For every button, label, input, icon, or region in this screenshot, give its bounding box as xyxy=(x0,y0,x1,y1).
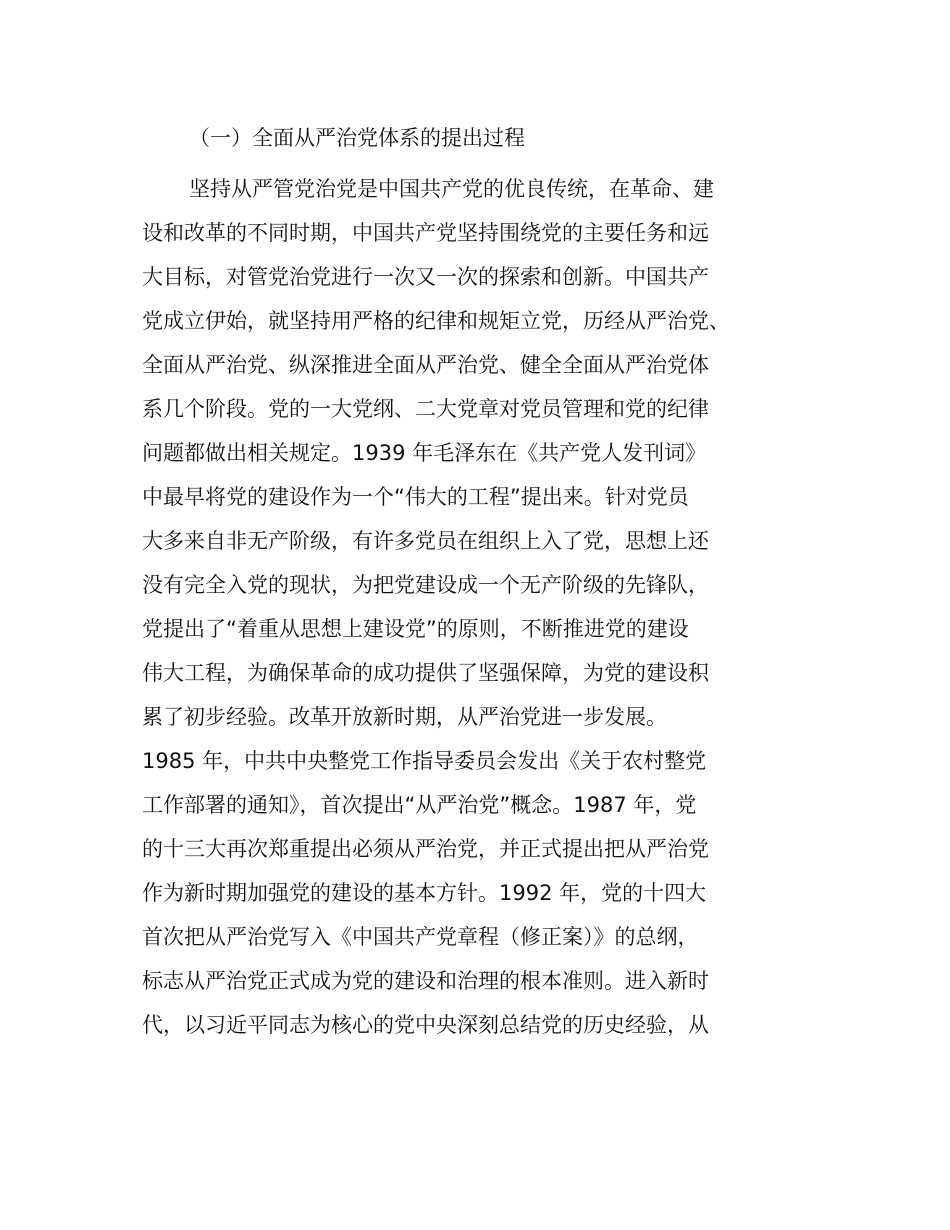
paragraph-line-8: 中最早将党的建设作为一个“伟大的工程”提出来。针对党员 xyxy=(142,485,689,509)
paragraph-line-6: 系几个阶段。党的一大党纲、二大党章对党员管理和党的纪律 xyxy=(142,397,709,421)
paragraph-line-16: 的十三大再次郑重提出必须从严治党，并正式提出把从严治党 xyxy=(142,837,709,861)
paragraph-line-15: 工作部署的通知》，首次提出“从严治党”概念。1987 年，党 xyxy=(142,793,697,817)
paragraph-line-10: 没有完全入党的现状，为把党建设成一个无产阶级的先锋队， xyxy=(142,573,709,597)
paragraph-line-2: 设和改革的不同时期，中国共产党坚持围绕党的主要任务和远 xyxy=(142,221,709,245)
paragraph-line-20: 代，以习近平同志为核心的党中央深刻总结党的历史经验，从 xyxy=(142,1013,709,1037)
paragraph-line-4: 党成立伊始，就坚持用严格的纪律和规矩立党，历经从严治党、 xyxy=(142,309,730,333)
paragraph-line-14: 1985 年，中共中央整党工作指导委员会发出《关于农村整党 xyxy=(142,749,707,773)
paragraph-line-3: 大目标，对管党治党进行一次又一次的探索和创新。中国共产 xyxy=(142,265,709,289)
paragraph-line-13: 累了初步经验。改革开放新时期，从严治党进一步发展。 xyxy=(142,705,667,729)
paragraph-line-5: 全面从严治党、纵深推进全面从严治党、健全全面从严治党体 xyxy=(142,353,709,377)
paragraph-line-11: 党提出了“着重从思想上建设党”的原则，不断推进党的建设 xyxy=(142,617,689,641)
paragraph-line-17: 作为新时期加强党的建设的基本方针。1992 年，党的十四大 xyxy=(142,881,707,905)
paragraph-line-7: 问题都做出相关规定。1939 年毛泽东在《共产党人发刊词》 xyxy=(142,441,707,465)
section-heading: （一）全面从严治党体系的提出过程 xyxy=(189,126,525,150)
paragraph-line-12: 伟大工程，为确保革命的成功提供了坚强保障，为党的建设积 xyxy=(142,661,709,685)
paragraph-line-18: 首次把从严治党写入《中国共产党章程（修正案）》的总纲， xyxy=(142,925,699,949)
paragraph-line-9: 大多来自非无产阶级，有许多党员在组织上入了党，思想上还 xyxy=(142,529,709,553)
paragraph-line-19: 标志从严治党正式成为党的建设和治理的根本准则。进入新时 xyxy=(142,969,709,993)
paragraph-line-1: 坚持从严管党治党是中国共产党的优良传统，在革命、建 xyxy=(189,177,714,201)
